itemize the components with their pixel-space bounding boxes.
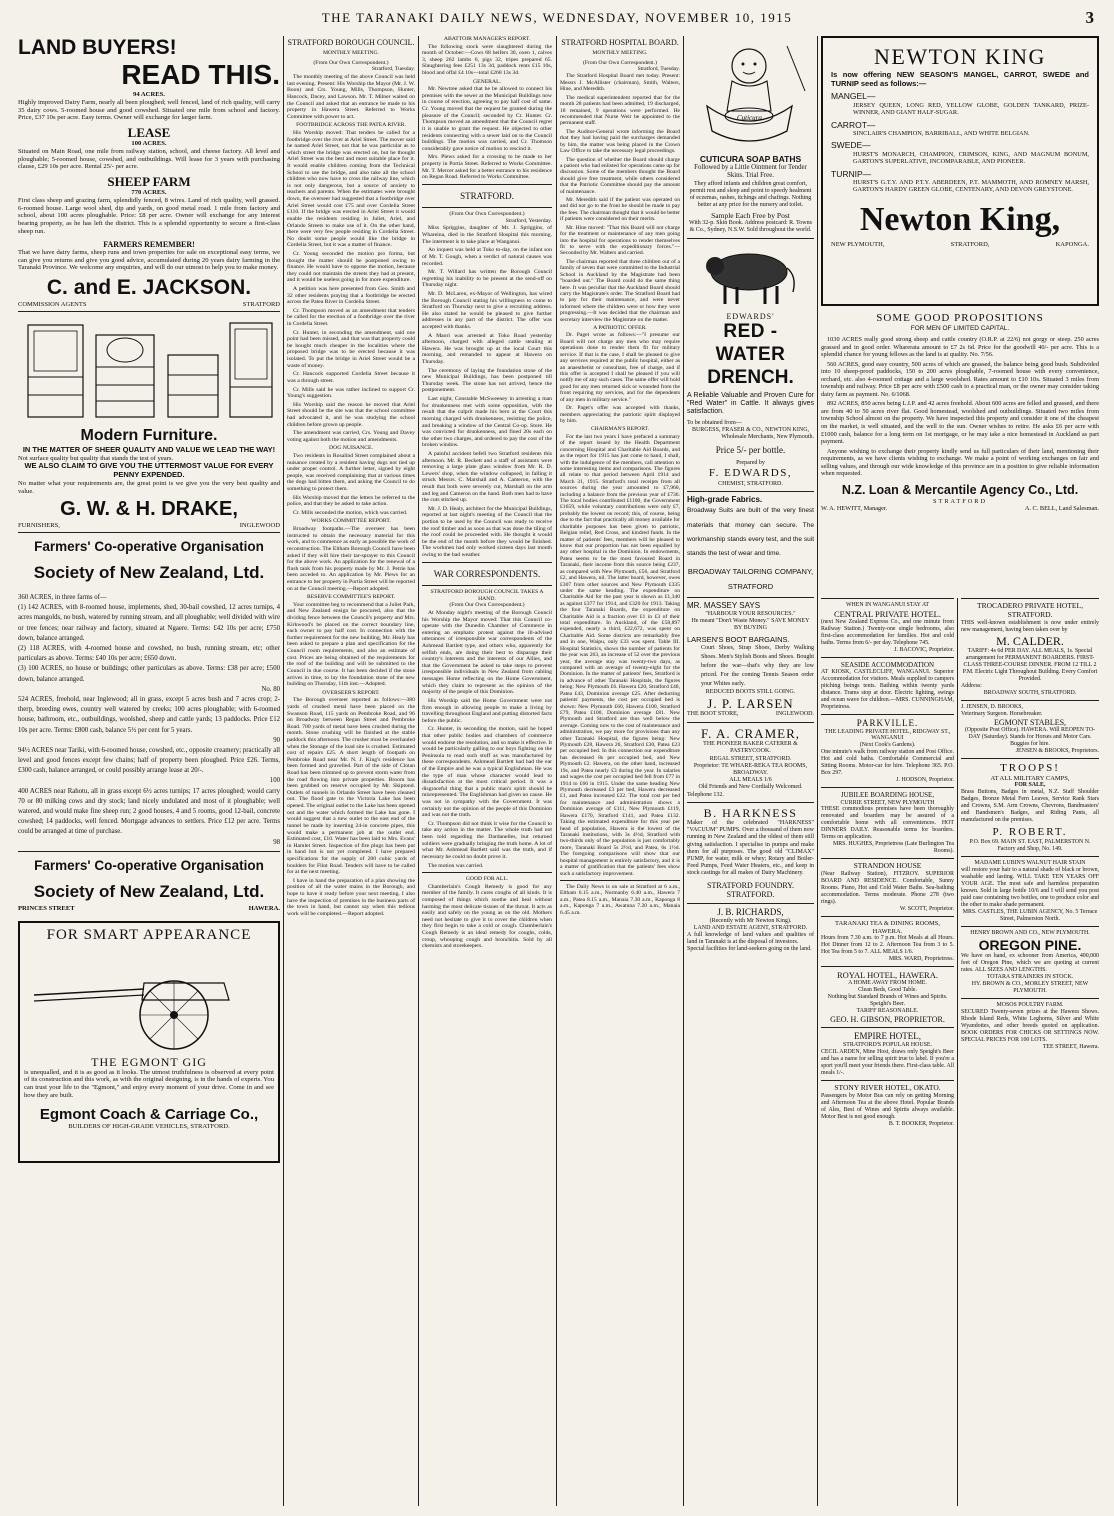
fco-heading-3: Farmers' Co-operative Organisation: [34, 857, 264, 873]
article-paragraph: Your committee beg to recommend that a Juliet Park, and New Zealand ensign be procured, also that the dividing fence between the Council's property and Mrs. Kirkwood's be placed on the correct boundary line, each owner to pay half cost. In connection with the further requirement for the new building, Mr. Healy has been asked to prepare a plan and specification for the Council room requirements, and also an estimate of cost. Prices are being obtained of the requirements for the roof of the building and will be submitted to the Council in due course. It has been decided if the stone arrives in time, to lay the foundation stone of the new building on Thursday, 11th inst.—Adopted.: [287, 601, 415, 688]
royal-text-1: A HOME AWAY FROM HOME.: [848, 980, 927, 987]
a400-text: 400 ACRES near Rahotu, all in grass except 6½ acres turnips; 17 acres ploughed; would carry 70 or 80 milking cows and dry stock; land nicely undulated and most of it ploughable; well watered, and would make fine sheep run; 2 good houses, 4 and 5 rooms, good 12-bail, concrete cowshed; 14 paddocks, well fenced. Mortgage advances to settlers. Price £12 per acre. Terms could be arranged at time of purchase.: [18, 787, 280, 836]
seaside-ad: [821, 661, 954, 711]
foundry-text: STRATFORD FOUNDRY. STRATFORD.: [707, 880, 794, 900]
egmont-coach-sub: BUILDERS OF HIGH-GRADE VEHICLES, STRATFORD.: [68, 1123, 230, 1131]
scott-text: W. SCOTT, Proprietor.: [899, 905, 954, 912]
red-water-heading: RED - WATER: [715, 321, 786, 366]
dateline: Stratford, Tuesday.: [637, 66, 680, 73]
farmers-remember-text: That we have dairy farms, sheep runs and town properties for sale on exceptional easy terms, we can give you returns and give you good advice, accumulated during 20 years dairy farming in the Taranaki Province. We welcome any enquiries, and will do our utmost to help you to make money.: [18, 248, 280, 272]
ward-text: MRS. WARD, Proprietress.: [888, 956, 954, 963]
article-paragraph: His Worship moved: That tenders be called for a footbridge over the river at Ariel Street. The mover said he named Ariel Street, not that he was particular as to which street the bridge was erected on, but he thought Ariel Street was the best and most suitable place for it. It would enable children coming from the Technical School to use the bridge, and also take all the school children who now have to cross the railway line, which is not only dangerous, but a source of anxiety to teachers and parents. When the estimates were brought down, the overseer had suggested that a footbridge over Ariel Street would cost £75 and over Cordelia Street £110. If the bridge was erected in Ariel Street it would enable the residents residing in Juliet, Ariel, and Orlando Streets to make use of it. On the other hand, there were very few people residing in Cordelia Street. No doubt some people would like the bridge in Cordelia Street, but it was a matter of finance.: [287, 129, 415, 249]
gig-heading: THE EGMONT GIG: [91, 1054, 207, 1069]
richards-text-3: A full knowledge of land values and qualities of land in Taranaki is at the disposal of investors.: [687, 931, 814, 946]
royal-text-3: Nothing but Standard Brands of Wines and Spirits.: [827, 994, 948, 1001]
cuticura-ad: [687, 36, 814, 235]
acres-94-text: Highly improved Dairy Farm, nearly all been ploughed; well fenced, land of rich quality, will carry 35 dairy cows. 5-roomed house and good cowshed. Situated one mile from school and factory. Price, £37 10s per acre. Easy terms. Owner will exchange for larger farm.: [18, 99, 280, 122]
empire-text-1: STRATFORD'S POPULAR HOUSE.: [843, 1042, 932, 1048]
article-paragraph: The ceremony of laying the foundation stone of the new Municipal Buildings, has been postponed till Thursday week. The stone has not arrived, hence the postponement.: [422, 367, 552, 394]
dateline: Stratford, Tuesday.: [371, 66, 415, 73]
obtain-text: To be obtained from—: [687, 419, 742, 426]
article-paragraph: Cr. Hunter, in seconding the amendment, said one point had been missed, and that was that property could be bought much cheaper in the localities where the proposed bridge was to be erected because it was isolated. To put the bridge in Ariel Street would be a waste of money.: [287, 329, 415, 369]
subheading: GENERAL.: [473, 78, 501, 85]
nz-loan-manager: W. A. HEWITT, Manager.: [821, 505, 888, 513]
lubin-heading: MADAME LUBIN'S WALNUT HAIR STAIN: [974, 860, 1086, 867]
hughes-text: MRS. HUGHES, Proprietress (Late Burlington Tea Rooms).: [832, 841, 954, 855]
robert-text: P.O. Box 69. MAIN ST. EAST, PALMERSTON N. Factory and Shop, No. 149.: [969, 839, 1091, 853]
harkness-name: B. HARKNESS: [703, 805, 798, 820]
hodson-text: J. HODSON, Proprietor.: [896, 777, 954, 784]
subheading: ABATTOIR MANAGER'S REPORT.: [443, 36, 531, 42]
parkville-ad: [821, 718, 954, 784]
article-paragraph: Cr. Young seconded the motion pro forma, but thought the matter should be postponed owing to finance. He would have to oppose the motion, because they could not maintain the streets they had at present, and it would be useless going in for more expenditure.: [287, 250, 415, 284]
svg-text:Cuticura: Cuticura: [737, 114, 762, 122]
article-paragraph: Mr. D. McLaren, ex-Mayor of Wellington, has wired the Borough Council stating his willingness to come to Stratford on Thursday next to give a recruiting address. He also stated he would be pleased to give further addresses in any part of the district. The offer was accepted with thanks.: [422, 290, 552, 330]
strandon-heading: STRANDON HOUSE: [853, 861, 922, 871]
troops-text-2: FOR SALE,: [1014, 782, 1046, 789]
turnip-heading: TURNIP—: [831, 168, 872, 179]
cramer-text-2: REGAL STREET, STRATFORD.: [709, 755, 792, 762]
page-number: 3: [1085, 8, 1094, 27]
masthead: [0, 8, 1114, 30]
egmont-stables-text: (Opposite Post Office). HAWERA. Will REOPEN TO-DAY (Saturday). Stands for Horses and Motor Cars. Buggies for hire.: [964, 726, 1096, 747]
trocadero-address-label: Address:: [961, 682, 982, 689]
robert-name: P. ROBERT.: [992, 826, 1068, 839]
trocadero-text: THIS well-known establishment is now under entirely new management, having been taken over by: [961, 619, 1099, 633]
newton-king-loc-1: NEW PLYMOUTH,: [831, 240, 885, 248]
poultry-heading: MOSOS POULTRY FARM.: [996, 1002, 1064, 1009]
newton-king-loc-2: STRATFORD,: [950, 240, 990, 248]
column-rule: [556, 36, 557, 1506]
broadway-ad: [687, 495, 814, 595]
richards-text-4: Special facilities for land-seekers going on the land.: [687, 946, 812, 953]
central-hotel-name: CENTRAL PRIVATE HOTEL.: [834, 608, 941, 619]
swede-text: HURST'S MONARCH, CHAMPION, CRIMSON, KING, AND MAGNUM BONUM, GARTON'S SUPERLATIVE, INCOMPARABLE, AND PIONEER.: [853, 150, 1089, 166]
troops-text-3: Brass Buttons, Badges in metal, N.Z. Staff Shoulder Badges, Bronze Metal Fern Leaves, Service Rank Stars and Crowns, S.M. Arm Crowns, Chevrons, Bandmasters' and Bandsmen's Badges, and Riding Pants, all manufactured on the premises.: [961, 789, 1099, 824]
article-paragraph: The Stratford Hospital Board met today. Present: Messrs J. McAllister (chairman), Smith, Walters, Hine, and Meredith.: [560, 73, 680, 93]
proposition-3: 892 ACRES, 850 acres being L.I.P. and 42 acres freehold. About 600 acres are felled and grassed, and there are from 40 to 50 acres river flat. Good homestead, woolshed and outbuildings. Situated two miles from township School almost on the property. We have inspected this property and consider it one of the cheapest on the market, is well situated, and the well to the sun. Owner wishes to retire. He asks £6 per acre with £1000 cash, balance for a long term on 1st mortgage, or he may take a nice homestead in Auckland as part payment.: [821, 400, 1099, 446]
column-6a: [821, 598, 954, 1506]
jubilee-text-1: CURRIE STREET, NEW PLYMOUTH: [840, 799, 935, 806]
column-rule: [957, 598, 958, 1506]
proposition-4: Anyone wishing to exchange their property kindly send us full particulars of their land, mentioning their requirements, as we have clients wishing to exchange. We make a point of working exchanges on fair and selling values, and through our wide knowledge of this province are in a position to give reliable information when requested.: [821, 447, 1099, 478]
article-paragraph: The medical superintendent reported that for the month 28 patients had been admitted, 19 discharged, 18 remained, 9 operations were performed. He recommended that Nurse Weir be appointed to the permanent staff.: [560, 94, 680, 127]
jensen-titles: Veterinary Surgeon. Horsebreaker.: [961, 710, 1043, 717]
article-paragraph: Cr. Thompson did not think it wise for the Council to take any action in the matter. The whole truth had not been told regarding the Dardanelles, but returned soldiers were gradually bringing the truth home. A lot of what Mr. Ashmead Bartlett said was the truth, and if necessary he could no doubt prove it.: [422, 820, 552, 860]
article-paragraph: Mr. Hine moved: "That this Board will not charge for the treatment or maintenance of any men going into the hospital for operations to render themselves fit to serve with the expeditionary forces."—Seconded by Mr. Walters and carried.: [560, 224, 680, 257]
stony-river-ad: [821, 1084, 954, 1128]
cuticura-address: With 32-p. Skin Book. Address postcard: R. Towns & Co., Sydney, N.S.W. Sold throughout the world.: [689, 220, 812, 234]
drench-price: Price 5/- per bottle.: [715, 445, 786, 456]
article-paragraph: The monthly meeting of the above Council was held last evening. Present: His Worship the Mayor (Mr. J. W. Boon) and Crs. Young, Mills, Thompson, Hunter, Hancock, Dacey, and Lawson. Mr. T. Milner waited on the Council and asked that an entrance be made to his property in Hawera Street. Referred to Works Committee with power to act.: [287, 74, 415, 120]
chemist-text: CHEMIST, STRATFORD.: [718, 480, 783, 487]
correspondent: (From Our Own Correspondent.): [449, 211, 525, 218]
gig-illustration: [24, 945, 274, 1055]
a360-item-2: (2) 118 ACRES, with 4-roomed house and cowshed, no bush, running stream, etc; other particulars as above. Terms: £40 10s per acre; £650 down.: [18, 645, 280, 663]
cuticura-sub: Followed by a Little Ointment for Tender Skins. Trial Free.: [694, 164, 807, 180]
cramer-text-3: Proprietor: TE WHARE-REKA TEA ROOMS, BROADWAY.: [693, 762, 808, 776]
column-1: [18, 36, 280, 1506]
article-paragraph: Broadway footpaths.—The overseer has been instructed to obtain the necessary material for this work, and to commence as early as possible the work of reconstruction. The Eltham Borough Council have been asked if they will hire their tar-sprayer to this Council for the above work. An application for the renewal of a flush tank from his property made by Mr. J. Petrie has been acceded to. An application by Mr. Plews for an entrance to her property in Portia Street will be reported on at the Council meeting.—Report adopted.: [287, 526, 415, 592]
subheading: DOG NUISANCE.: [329, 445, 373, 452]
a360-item-1: (1) 142 ACRES, with 8-roomed house, implements, shed, 30-bail cowshed, 12 acres turnips, 4 acres mangolds, no bush, watered by running stream, and all ploughable; well divided with wire or tree fences; near railway and factory, situated at Ngaere. Terms: £42 10s per acre; £750 down, balance arranged.: [18, 604, 280, 642]
a400-number: 98: [273, 838, 280, 846]
mangel-heading: MANGEL—: [831, 91, 876, 102]
cuticura-text: They afford infants and children great comfort, permit rest and sleep and point to speedy healment of eczemas, rashes, itchings and chafings. Nothing better at any price for the nursery and toilet.: [689, 180, 812, 209]
a94-text: 94½ ACRES near Tariki, with 6-roomed house, cowshed, etc., opposite creamery; practically all level and good fences except few chains; half of property been ploughed. Price £26. Terms, £300 cash, balance arranged, or could possibly arrange lease at 20/-.: [18, 746, 280, 775]
subheading: GOOD FOR ALL.: [465, 876, 509, 883]
article-paragraph: Mrs. Plews asked for a crossing to be made to her property in Portia Street. Referred to Works Committee. Mr. T. Mercer asked for a better entrance to his residence on Regan Road. Referred to Works Committee.: [422, 154, 552, 181]
nz-loan-location: STRATFORD: [932, 497, 988, 505]
column-rule: [683, 36, 684, 1506]
propositions-heading: SOME GOOD PROPOSITIONS: [876, 312, 1044, 324]
f-edwards-name: F. EDWARDS,: [708, 467, 793, 480]
edwards-label: EDWARDS': [726, 311, 775, 321]
propositions-sub: FOR MEN OF LIMITED CAPITAL.: [910, 325, 1010, 333]
article-paragraph: His Worship said the reason he moved that Ariel Street should be the site was that the school committee had advocated it, and he was studying the school children before grown up people.: [287, 401, 415, 428]
fco-address-right: HAWERA.: [248, 905, 280, 913]
poultry-text: SECURED Twenty-seven prizes at the Hawera Shows. Rhode Island Reds, White Leghorns, Silver and White Wyandottes, and other breeds quoted on application. BOOK ORDERS FOR CHICKS OR SETTINGS NOW. SPECIAL PRICES FOR 100 LOTS.: [961, 1009, 1099, 1044]
correspondent: (From Our Own Correspondent.): [449, 602, 525, 609]
calder-name: M. CALDER.: [996, 633, 1064, 648]
richards-ad: [687, 907, 814, 954]
seaside-heading: SEASIDE ACCOMMODATION: [840, 660, 935, 669]
cramer-text-4: ALL MEALS 1/6: [729, 777, 772, 784]
article-paragraph: Cr. Hancock supported Cordelia Street because it was a through street.: [287, 371, 415, 384]
jubilee-text-2: THESE commodious premises have been thoroughly renovated and boarders may be assured of a comfortable home with all conveniences. HOT DINNERS DAILY. Reasonable terms for boarders. Terms on application.: [821, 806, 954, 841]
jackson-sub-right: STRATFORD: [242, 300, 280, 308]
modern-text-1: IN THE MATTER OF SHEER QUALITY AND VALUE WE LEAD THE WAY!: [22, 444, 276, 454]
cuticura-heading: CUTICURA SOAP BATHS: [699, 154, 802, 164]
royal-text-2: Clean Beds, Good Table.: [858, 987, 917, 994]
article-paragraph: Last night, Constable McSweeney in arresting a man for drunkenness met with some opposition, with the result that the culprit made his hero at the Court this morning charged with drunkenness, resisting the police, and breaking a window of the Central Co-op. Store. He was convicted for drunkenness, and fined 20s each on the other two charges, and ordered to pay the cost of the broken window.: [422, 396, 552, 449]
article-paragraph: The Auditor-General wrote informing the Board that they had having paid the surcharges demanded by him, the matter was being placed in the Crown Law Office to take the necessary legal proceedings.: [560, 128, 680, 155]
newton-king-heading: NEWTON KING: [874, 44, 1046, 69]
subheading: FOOTBRIDGE ACROSS THE PATEA RIVER.: [296, 122, 406, 129]
article-paragraph: A painful accident befell two Stratford residents this afternoon. Mr. R. Beckett and a staff of assistants were removing a large plate glass window from Mr. R. D. Lewers' shop, when the window collapsed, in falling it struck Messrs. C. Marshall and A. Cameron, with the result that both were severely cut, Marshall on the arm and leg and Cameron on the hand. Both men had to have the cuts stitched up.: [422, 450, 552, 504]
article-paragraph: Cr. Hunter, in seconding the motion, said he hoped that other public bodies and chambers of commerce would endorse the resolution, and so make it effective. It would be particularly galling to our boys fighting on the Peninsula to read such stuff as was manufactured by these correspondents. Ashmead Bartlett had had the ear of the Empire and he was a typical Englishman. He was the type of man whose character would lead to dissatisfaction at the most critical period. It was a disgraceful thing that a public man's spirit should be misrepresented. The Englishman had given no cause. He was not in sympathy with the Government. It was certainly not the opinion of the people of this Dominion and was not the truth.: [422, 726, 552, 819]
parkville-heading: PARKVILLE.: [856, 717, 919, 728]
richards-text-2: LAND AND ESTATE AGENT, STRATFORD.: [693, 924, 808, 931]
nz-loan-heading: N.Z. Loan & Mercantile Agency Co., Ltd.: [841, 482, 1079, 497]
newton-king-ad: [821, 36, 1099, 306]
war-correspondents-heading: WAR CORRESPONDENTS.: [433, 568, 541, 579]
jp-larsen-name: J. P. LARSEN: [707, 695, 794, 711]
empire-text-2: CECIL ARDEN, Mine Host, draws only Speight's Beer and has a name for selling spirit true to label. If you're a sport you'll meet your friends there. First-class table. All meals 1/-.: [821, 1048, 954, 1076]
article-paragraph: A petition was here presented from Geo. Smith and 32 other residents praying that a footbridge be erected across the Patea River in Cordelia Street.: [287, 285, 415, 306]
trocadero-ad: [961, 602, 1099, 697]
cuticura-free: Sample Each Free by Post: [711, 211, 790, 221]
egmont-stables-ad: [961, 704, 1099, 755]
gig-text: is unequalled, and it is as good as it looks. The utmost truthfulness is observed at every point of its construction and this work, as with the original designing, is in the hands of experts. You can trust your life to the "Egmont," and enjoy every moment of your drive. Come in and see how they are built.: [24, 1068, 274, 1099]
article-paragraph: Miss Spriggins, daughter of Mr. J. Spriggins, of Whareina, died in the Stratford Hospital this morning. The interment is to take place at Wanganui.: [422, 225, 552, 245]
central-hotel-ad: [821, 602, 954, 654]
central-hotel-text: (next New Zealand Express Co., and one minute from Railway Station.) Twenty-one single bedrooms, also first-class accommodation for families. Hot and cold baths. Terms from 6/- per day. Telephone 745.: [821, 618, 954, 646]
article-paragraph: Cr. Mills seconded the motion, which was carried.: [293, 509, 408, 516]
column-rule: [283, 36, 284, 1506]
furniture-ad: [18, 315, 280, 529]
egmont-stables-heading: EGMONT STABLES,: [993, 717, 1067, 727]
sheep-farm-heading: SHEEP FARM: [107, 174, 191, 190]
article-paragraph: Dr. Paget wrote as follows:—"I presume our Board will not charge any men who may require operations done to render them fit for military service. If that is the case, I shall be pleased to give any services required at the public hospital, either as an anaesthetist or consultant, free of charge, and if this offer is accepted I shall be pleased if you will notify me of any such cases. The same offer will hold good for any men returned sick or wounded from the front requiring my services, and for the dependents of any men in military service.": [560, 332, 680, 403]
column-3: [422, 36, 552, 1506]
harkness-ad: [687, 806, 814, 900]
article-paragraph: Mr. Meredith said if the patient was operated on and did not go to the front he should be made to pay the fees. The chairman thought that it would be better if patients were considered on their merits.: [560, 197, 680, 223]
totara-text: TOTARA STRAINERS IN STOCK.: [986, 974, 1074, 981]
fco-heading-4: Society of New Zealand, Ltd.: [33, 881, 265, 901]
parkville-text-3: One minute's walk from railway station and Post Office. Hot and cold baths. Comfortable Commercial and Sitting Rooms. Motor-car for hire. Telephone 365. P.O. Box 297.: [821, 749, 954, 777]
jensen-names: J. JENSEN, D. BROOKS,: [961, 703, 1024, 710]
hospital-board-heading: STRATFORD HOSPITAL BOARD.: [561, 38, 679, 47]
correspondent: (From Our Own Correspondent.): [583, 59, 657, 66]
sheep-farm-text: First class sheep and grazing farm, splendidly fenced, 8 wires. Land of rich quality, well grassed. 6-roomed house. Large wool shed, dip and yards, on good metal road. 1 mile from factory and school, about 100 acres ploughable. Price: £8 per acre. Owner will exchange for any interest bearing property, as he has left the district. This is a splendid opportunity to secure a first-class sheep run.: [18, 197, 280, 235]
massey-heading: MR. MASSEY SAYS: [687, 601, 761, 611]
land-buyers-ad: [18, 36, 280, 308]
larsen-ad: [687, 601, 814, 718]
tea-rooms-text: Hours from 7.30 a.m. to 7 p.m. Hot Meals at all Hours. Hot Dinner from 12 to 2. Afternoon Tea from 3 to 5. Hot Tea from 5 to 7. ALL MEALS 1/6.: [821, 935, 954, 956]
article-paragraph: Two residents in Rosalind Street complained about a nuisance created by a resident having dogs not tied up under proper control. A further letter, signed by eight people, was received complaining that at various times the dogs had bitten them, and asking the Council to do something to protect them.: [287, 453, 415, 493]
subheading: CHAIRMAN'S REPORT.: [590, 426, 650, 433]
article-paragraph: The question of whether the Board should charge a patient who had enlisted for operations came up for discussion. Some of the members thought the Board should give free treatment, while others considered that the Patriotic Committee should pay the amount of maintenance.: [560, 156, 680, 195]
lease-text: Situated on Main Road, one mile from railway station, school, and cheese factory. All level and ploughable; 5-roomed house, cowshed, and outbuildings. Will lease for 3 years with purchasing clause, £29 10s per acre. Rental 25/- per acre.: [18, 148, 280, 171]
modern-text-3: WE ALSO CLAIM TO GIVE YOU THE UTTERMOST VALUE FOR EVERY PENNY EXPENDED.: [24, 461, 274, 480]
henry-brown-heading: HENRY BROWN AND CO., NEW PLYMOUTH.: [970, 929, 1090, 936]
reduced-boots: REDUCED BOOTS STILL GOING.: [705, 688, 796, 695]
lubin-text: will restore your hair to a natural shade of black or brown, washable and lasting. WILL TAKE TEN YEARS OFF YOUR AGE. The most safe and harmless preparation known. Sold in large bottle 10/6 and I will send you post paid case containing two bottles, one to produce color and the other to make shade permanent.: [961, 867, 1099, 908]
wholesale-text: Wholesale Merchants, New Plymouth.: [721, 434, 814, 441]
nz-loan-salesman: A. C. BELL, Land Salesman.: [1024, 505, 1099, 513]
subheading: STRATFORD BOROUGH COUNCIL TAKES A HAND.: [430, 589, 544, 602]
oregon-text: We have on hand, ex schooner from America, 400,000 feet of Oregon Pine, which we are quoting at current rates. ALL SIZES AND LENGTHS.: [961, 953, 1099, 974]
newton-king-loc-3: KAPONGA.: [1055, 240, 1089, 248]
column-rule: [817, 36, 818, 1506]
jp-larsen-left: THE BOOT STORE,: [687, 711, 739, 718]
article-paragraph: The motion was carried.: [428, 862, 484, 869]
tea-rooms-ad: [821, 920, 954, 963]
column-rule: [418, 36, 419, 1506]
tea-rooms-heading: TARANAKI TEA & DINING ROOMS, HAWERA.: [835, 919, 940, 935]
cow-illustration: [687, 242, 814, 312]
column-4: [560, 36, 680, 1506]
article-paragraph: Mr. T. Willard has written the Borough Council regretting his inability to be present at the send-off on Thursday night.: [422, 269, 552, 289]
article-paragraph: Chamberlain's Cough Remedy is good for any member of the family. It cures coughs of all kinds. It is composed of things which soothe and heal without harming the most delicate tissues of the throat. It acts as easily and safely on the young as on the old. Mothers need not hesitate to give it to cover the children when they first begin to take a cold or cough. Chamberlain's Cough Remedy is an ideal remedy for coughs, colds, croup, whooping cough and bronchitis. Sold by all chemists and storekeepers.: [422, 883, 552, 950]
subheading: WORKS COMMITTEE REPORT.: [311, 518, 391, 525]
troops-ad: [961, 762, 1099, 853]
modern-text-2: Not surface quality but quality that stands the test of years.: [18, 454, 174, 462]
article-paragraph: The following stock were slaughtered during the month of October:—Cows 68 heifers 30, oxen 1, calves 3, sheep 262 lambs 6, pigs 32, tripes prepared 65. Slaughtering fees £251 13s 3d, paddock rents £15 10s, blood and offal £4 10s—total £268 13s 3d.: [422, 43, 552, 77]
strandon-text: (Near Railway Station), FITZROY. SUPERIOR BOARD AND RESIDENCE. Comfortable, Sunny Rooms. Piano, Hot and Cold Water Baths. Sea-bathing accommodation. Terms moderate. Phone 278 (two rings).: [821, 871, 954, 905]
fco-ad: [18, 539, 280, 847]
cramer-text-5: Old Friends and New Cordially Welcomed.: [698, 784, 803, 791]
column-6b: [961, 598, 1099, 1506]
newton-king-big: Newton King,: [859, 200, 1061, 238]
trocadero-heading: TROCADERO PRIVATE HOTEL, STRATFORD.: [977, 601, 1083, 619]
hy-brown-text: HY. BROWN & CO., MORLEY STREET, NEW PLYMOUTH.: [971, 981, 1089, 995]
bacovic-text: J. BACOVIC, Proprietor.: [894, 646, 954, 653]
lubin-ad: [961, 860, 1099, 923]
article-paragraph: His Worship moved that the letters be referred to the police, and that they be asked to take action.: [287, 494, 415, 508]
drake-left: FURNISHERS,: [18, 521, 60, 529]
council-heading: STRATFORD BOROUGH COUNCIL.: [287, 38, 415, 47]
article-paragraph: A Maori was arrested at Toko Road yesterday afternoon, charged with alleged cattle stealing at Hawera. He was brought up at the local Court this morning, and remanded to appear at Hawera on Thursday.: [422, 332, 552, 366]
baby-bath-illustration: [687, 36, 814, 154]
fabrics-heading: High-grade Fabrics.: [687, 494, 763, 504]
a524-text: 524 ACRES, freehold, near Inglewood; all in grass, except 5 acres bush and 7 acres crop; 2-therp, breeding ewes, country well watered by creeks; 100 acres ploughable; with 6-roomed house, bathroom, etc., outbuildings, woolshed, sheep and cattle yards; 13 paddocks. Price £12 10s per acre. Terms: £800 cash, balance 5½ per cent for 5 years.: [18, 695, 280, 734]
article-paragraph: Dr. Paget's offer was accepted with thanks, members appreciating the patriotic spirit displayed by him.: [560, 405, 680, 424]
furniture-illustration: [18, 315, 280, 427]
proposition-2: 560 ACRES, good easy country, 500 acres of which are grassed, the balance being good bush. Subdivided into 10 sheep-proof paddocks, 150 to 200 acres ploughable, 7-roomed house with every convenience, orchard, etc. also 4-roomed cottage and a large woolshed. Rates amount to £10 10s. Situated 3 miles from township and railway. Price £8 per acre with £500 cash to a practical man, or the owner may consider taking dairy farm as payment. No. 6/1068.: [821, 360, 1099, 398]
massey-text: He meant "Don't Waste Money." SAVE MONEY BY BUYING: [691, 618, 810, 632]
a360-item-3: (3) 100 ACRES, no house or buildings; other particulars as above. Terms: £38 per acre; £500 down, balance arranged.: [18, 665, 280, 683]
article-paragraph: I have in hand the preparation of a plan showing the position of all the water mains in the Borough, and hope to have it ready before your next meeting. I also have the inspection of premises in the business parts of the town in hand, but cannot say when this tedious work will be completed.—Report adopted.: [287, 877, 415, 917]
broadway-tailoring: BROADWAY TAILORING COMPANY, STRATFORD: [687, 567, 814, 592]
jp-larsen-right: INGLEWOOD.: [775, 711, 814, 718]
a94-number: 100: [269, 777, 280, 785]
harkness-text: Maker of the celebrated "HARKNESS" "VACUUM" PUMPS. Over a thousand of them now running in New Zealand and the oldest of them still giving satisfaction. I specialise in pumps and make them for all purposes. The good old "CLIMAX" PUMP, for water, milk or whey; Rotary and Boiler-Feed Pumps, Feed Water Heaters, etc., and keep in stock castings for all makes of Dairy Machinery.: [687, 820, 814, 877]
subheading: RESERVE COMMITTEE'S REPORT.: [306, 594, 396, 601]
trocadero-text-2: TARIFF: 4s 6d PER DAY. ALL MEALS, 1s. Special arrangement for PERMANENT BOARDERS. FIRST-CLASS THREE-COURSE DINNER. FROM 12 TILL 2 P.M. Electric Light Throughout Building. Every Comfort Provided.: [962, 647, 1098, 682]
poultry-ad: [961, 1002, 1099, 1051]
propositions-ad: [821, 312, 1099, 513]
a524-number: 90: [273, 736, 280, 744]
larsen-text: Court Shoes, Strap Shoes, Derby Walking Shoes. Men's Stylish Boots and Shoes. Bought before the war—that's why they are low priced. For the coming Tennis Season order your Whites early.: [701, 644, 814, 687]
lease-heading: LEASE: [127, 125, 171, 141]
richards-text-1: (Recently with Mr Newton King).: [709, 917, 792, 924]
seaside-text: AT KIOSK, CASTLECLIFF, WANGANUI. Superior Accommodation for visitors. Meals supplied to campers pitching beings tents. Bathing within twenty yards distance. Trams stop at door. Electric lighting, swings and ocean wave for children.—MRS. CUNNINGHAM, Proprietress.: [821, 669, 954, 710]
jackson-name: C. and E. JACKSON.: [46, 276, 252, 300]
fco-heading-1: Farmers' Co-operative Organisation: [34, 539, 264, 555]
jackson-sub-left: COMMISSION AGENTS: [18, 300, 87, 308]
carrot-heading: CARROT—: [831, 119, 876, 130]
red-water-ad: [687, 242, 814, 488]
booker-text: B. T. BOOKER, Proprietor.: [888, 1120, 954, 1127]
castles-text: MRS. CASTLES, THE LUBIN AGENCY, No. 5 Terrace Street, Palmerston North.: [962, 908, 1098, 922]
parkville-text-1: THE LEADING PRIVATE HOTEL, RIDGWAY ST., WANGANUI: [824, 728, 951, 742]
cramer-name: F. A. CRAMER,: [700, 725, 800, 741]
article-paragraph: The chairman reported that three children out of a family of seven that were committed to the Industrial School in Auckland by the Magistrate had been "boarded out." The Board could do the same thing here. It was peculiar that the Auckland Board should carry the Magistrate's order. The Stratford Board had to pay for their maintenance, and were never informed where the children were or how they were progressing.—It was decided that the chairman and secretary interview the Magistrate on the matter.: [560, 258, 680, 323]
proposition-1: 1030 ACRES really good strong sheep and cattle country (O.R.P. at 22/6) not gorgy or steep. 250 acres grassed and in good order. Wharerata amount to £7 2s 6d. Price for the goodwill 40/- per acre. This is a splendid chance for young fellows as the land is at quality. No. 7/56.: [821, 335, 1099, 359]
article-paragraph: Mr. J. D. Healy, architect for the Municipal Buildings, reported at last night's meeting of the Council that the portion to be used by the Council was ready to receive the roof timber and as soon as that was done the tiling of the roof could be proceeded with. He thought it would be the end of the month before they would be finished. The workmen had only worked sixteen days last month owing to the bad weather.: [422, 505, 552, 559]
article-paragraph: At Monday night's meeting of the Borough Council his Worship the Mayor moved: That this Council co-operate with the Dunedin Chamber of Commerce in entering an emphatic protest against the ill-advised utterances of irresponsible war correspondents of the Ashmead Bartlett type, and others who, apparently for selfish ends, are doing their best to disparage their country's interests and the interests of our Allies, and that the Government be asked to take steps to prevent irresponsible individuals in New Zealand from cabling messages Home reflecting on the Home Government, which they claim to represent as the opinion of the majority of the people of this Dominion.: [422, 609, 552, 696]
drench-text: A Reliable Valuable and Proven Cure for "Red Water" in Cattle. It always gives satisfaction.: [687, 391, 814, 416]
article-paragraph: Mr. Newtree asked that he be allowed to connect his premises with the sewer at the Municipal Buildings now in course of erection, agreeing to pay half cost of same. Cr. Young moved that the request be granted during the pleasure of the Council; seconded by Cr. Hunter. Cr. Thompson moved an amendment that the Council regret it is unable to grant the request. He objected to other residents connecting with a sewer laid on to the Council buildings. The motion was carried, and Cr. Thomson considerably gave notice of motion to rescind it.: [422, 86, 552, 152]
monthly-meeting-heading: MONTHLY MEETING.: [322, 50, 380, 57]
subheading: A PATRIOTIC OFFER.: [593, 325, 647, 332]
stratford-heading: STRATFORD.: [460, 190, 514, 201]
cramer-ad: [687, 726, 814, 799]
a360-text: 360 ACRES, in three farms of—: [18, 594, 107, 602]
royal-text-4: Speight's Beer.: [869, 1001, 906, 1008]
acres-94-heading: 94 ACRES.: [133, 91, 165, 99]
drake-name: G. W. & H. DRAKE,: [60, 498, 238, 521]
article-paragraph: The amendment was carried, Crs. Young and Davey voting against both the motion and amendments.: [287, 430, 415, 443]
cramer-text-1: THE PIONEER BAKER CATERER & PASTRYCOOK.: [703, 741, 798, 755]
drake-right: INGLEWOOD: [239, 521, 280, 529]
poultry-end: TEE STREET, Hawera.: [1042, 1043, 1099, 1050]
modern-text-4: No matter what your requirements are, the great point is we give you the very best quality and value.: [18, 479, 280, 495]
jensen-brooks: JENSEN & BROOKS, Proprietors.: [1015, 747, 1099, 754]
smart-appearance-heading: FOR SMART APPEARANCE: [46, 927, 252, 944]
burgess-text: BURGESS, FRASER & CO., NEWTON KING,: [691, 426, 810, 433]
prepared-by: Prepared by: [736, 460, 765, 467]
subheading: OVERSEER'S REPORT.: [322, 689, 380, 696]
article-paragraph: For the last two years I have prefaced a summary of the report issued by the Health Department concerning Hospital and Charitable Aid Boards, and as the report for 1915 has just come to hand, I shall, with the indulgence of the members, call attention to some interesting items and comparisons. The figures all relate to that period between April 1914 and March 31, 1915. Stratford's total receipts from all sources during the year amounted to £7,960, including a balance from the previous year of £736. The local bodies contributed £1100, the Government £1659, while voluntary contributions were only £7, probably the lowest on record; this, of course, being due to the fact that practically all money available for charitable purposes has been given to patriotic, Belgian relief, Red Cross, and kindred funds. In the matter of patients' fees, members will be pleased to know that our proportion has not been equalled by any other hospital in the Dominion. In endowments, Patea seems to be the most favoured Board in Taranaki, their income from this source being £237, as compared with New Plymouth, £56, and Stratford £2, and Hawera, nil. The latter board, however, owes £307 from other sources and New Plymouth £335 under the same heading. The expenditure on Charitable Aid for the past year is shown as £1,340 as against £377 for 1914, and £320 for 1913. Taking the four Taranaki Boards, the expenditure on Charitable Aid is a fraction over £1 in £3 of their total expenditure. In Auckland, of the £58,897 expended, nearly a third, £22,672, was spent on Charitable Aid. Some districts are remarkably free and in one, Waipu, only £33 was spent. Table III. Hospital Statistics, shows the number of patients for the year was 263, an increase of 52 over the previous year, the average stay was twenty-two days, as compared with an average of twenty-eight for the Dominion. In the matter of patients' fees, Stratford is in advance of other Taranaki Hospitals, the figures being: New Plymouth £6. Hawera £20, Stratford £48, Patea £43, Dominion average £25. After deducting patients' payments, the cost per occupied bed is shown: New Plymouth £60, Hawera £100, Stratford £79, Patea £100, Dominion average £81. New Plymouth and Stratford are thus well below the average. Coming now to the cost of maintenance and administration, we pay more for provisions than any other Taranaki Hospital, the figures being: New Plymouth £28, Hawera 26, Stratford £30, Patea £23 per occupied bed. In this connection our expenditure has decreased 8s per occupied bed, and New Plymouth £2. Hawera, on the other hand, increased 19s, and Patea nearly £3 during the year. In salaries and wages the cost per occupied bed fell from £77 in 1914 to £66 in 1915. Under the same heading New Plymouth decreased £3 per bed, Hawera decreased £1, and Patea increased £22. The total cost per bed for maintenance and administration shows a Dominion average of £111, New Plymouth £119, Hawera £170, Stratford £141, and Patea £132. Taking the estimated expenditure for this year per head of population, Hawera is the lowest of the Taranaki institutions, with 3s 4½d, Stratford with two-thirds only of the population is just comfortably more, Taranaki Board 5s 2½d, and Patea, 6s 1½d. The foregoing comparisons will show that our hospital management is entirely satisfactory, and it is a matter of gratification that the patients' fees show such a satisfactory improvement.: [560, 433, 680, 877]
strandon-ad: [821, 862, 954, 913]
trocadero-address: BROADWAY SOUTH, STRATFORD.: [983, 689, 1077, 696]
jubilee-ad: [821, 791, 954, 855]
monthly-meeting-heading: MONTHLY MEETING.: [592, 50, 648, 57]
modern-furniture-heading: Modern Furniture.: [80, 427, 218, 445]
acres-100-heading: 100 ACRES.: [131, 140, 167, 148]
swede-heading: SWEDE—: [831, 140, 871, 151]
article-paragraph: An inquest was held at Toko to-day, on the infant son of Mr. T. Gough, when a verdict of natural causes was recorded.: [422, 247, 552, 267]
newspaper-title: THE TARANAKI DAILY NEWS, WEDNESDAY, NOVEMBER 10, 1915: [321, 10, 793, 25]
dateline: Stratford, Yesterday.: [505, 217, 552, 224]
column-5: [687, 36, 814, 1506]
read-this-heading: READ THIS.: [121, 58, 280, 90]
royal-hotel-heading: ROYAL HOTEL, HAWERA.: [837, 970, 938, 981]
fco-address-left: PRINCES STREET: [18, 905, 75, 913]
royal-text-5: TARIFF REASONABLE.: [856, 1007, 919, 1014]
jubilee-heading: JUBILEE BOARDING HOUSE,: [840, 791, 935, 800]
royal-hotel-ad: [821, 970, 954, 1024]
parkville-text-2: (Next Cook's Gardens).: [859, 742, 916, 749]
correspondent: (From Our Own Correspondent.): [313, 59, 389, 66]
stony-river-text: Passengers by Motor Bus can rely on getting Morning and Afternoon Tea at the above Hotel. Popular Brands of Ales, Best of Wines and Spirits always available. Motor Best is not good enough.: [821, 1092, 954, 1120]
larsen-heading: LARSEN'S BOOT BARGAINS.: [687, 634, 790, 644]
cramer-text-6: Telephone 132.: [687, 791, 724, 798]
turnip-text: HURST'S G.T.Y. AND P.T.Y. ABERDEEN, P.T. MAMMOTH, AND ROMNEY MARSH, GARTON'S HARDY GREEN GLOBE, CENTENARY, AND DEVON GREYSTONE.: [853, 178, 1089, 194]
article-paragraph: Cr. Mills said he was rather inclined to support Cr. Young's suggestion.: [287, 386, 415, 400]
article-paragraph: His Worship said the Home Government were not firm enough in allowing people to make a living by travelling throughout England and putting distorted facts before the public.: [422, 697, 552, 724]
column-6-top: [821, 36, 1099, 596]
fco-ad-2: [18, 858, 280, 913]
drench-heading: DRENCH.: [707, 366, 794, 388]
wanganui-label: WHEN IN WANGANUI STAY AT: [845, 602, 930, 608]
article-paragraph: Cr. Thompson moved as an amendment that tenders be called for the erection of a footbridge over the river in Cordelia Street.: [287, 307, 415, 328]
article-paragraph: The Daily News is on sale at Stratford at 6 a.m., Eltham 6.15 a.m., Normanby 6.40 a.m., Hawera 7 a.m., Patea 8.15 a.m., Manaia 7.30 a.m., Kaponga 8 a.m., Kaponga 7 a.m., Awatuna 7.20 a.m., Manaia 6.45 a.m.: [560, 883, 680, 916]
fabrics-text: Broadway Suits are built of the very finest materials that money can secure. The workmanship stands every test, and the suit stands the test of wear and time.: [687, 507, 814, 558]
troops-heading: TROOPS!: [1000, 761, 1060, 774]
empire-hotel-ad: [821, 1031, 954, 1076]
stony-river-heading: STONY RIVER HOTEL, OKATO.: [834, 1082, 941, 1092]
oregon-ad: [961, 930, 1099, 995]
land-buyers-heading: LAND BUYERS!: [18, 36, 177, 59]
richards-name: J. B. RICHARDS,: [717, 906, 784, 917]
farmers-remember-heading: FARMERS REMEMBER!: [103, 239, 195, 249]
column-2: [287, 36, 415, 1506]
massey-quote: "HARBOUR YOUR RESOURCES.": [705, 611, 796, 618]
acres-770-heading: 770 ACRES.: [131, 189, 167, 197]
gibson-text: GEO. H. GIBSON, PROPRIETOR.: [830, 1014, 945, 1024]
fco-heading-2: Society of New Zealand, Ltd.: [33, 563, 265, 583]
oregon-heading: OREGON PINE.: [978, 936, 1082, 953]
a360-number: No. 80: [261, 685, 280, 693]
egmont-coach-name: Egmont Coach & Carriage Co.,: [39, 1105, 259, 1123]
egmont-gig-ad: [18, 921, 280, 1163]
carrot-text: SINCLAIR'S CHAMPION, BARRIBALL, AND WHITE BELGIAN.: [853, 129, 1030, 137]
troops-text-1: AT ALL MILITARY CAMPS,: [990, 774, 1070, 782]
mangel-text: JERSEY QUEEN, LONG RED, YELLOW GLOBE, GOLDEN TANKARD, PRIZE-WINNER, AND GIANT HALF-SUGAR.: [853, 101, 1089, 117]
empire-heading: EMPIRE HOTEL,: [854, 1031, 921, 1042]
newton-king-intro: Is now offering NEW SEASON'S MANGEL, CARROT, SWEDE and TURNIP seed as follows:—: [831, 70, 1089, 89]
article-paragraph: The Borough overseer reported as follows:—380 yards of crushed metal have been placed on the Swanson Road, 115 yards on Pembroke Road, and 96 on Broadway between Regan Street and Pembroke Road. 700 yards of metal have been crushed during the month. Stone crushing will be finished at the stable paddock this afternoon. The crusher must be overhauled when the Stonage of the load site is crushed. Estimated cost of repairs £25. A short length of footpath on Pembroke Road near Mr. N. J. King's residence has been formed and gravelled. Part of the side of Clotan Road has been trimmed up to prevent storm water from the road flowing into private properties. Broom has been grubbed on reserve occupied by Mr. Skiptond. Outlets of tunnels in Orlando Street have been cleaned out. The flood gate to the Victoria Lake has been opened. The original outlet to the Lake has been opened out and the water which formed the Lake has gone. I would suggest that a new outlet to the east end of the tunnel be made by inserting 24-in concrete pipes, this would make a permanent job at the outlet end. Estimated cost, £10. Water has been laid to Mrs. Evans' in Hamlet Street. Inspection of fire plugs has been put in hand but is not yet completed. I have prepared specifications for the supply of 200 cubic yards of boulders for Flint Road. Tenders will have to be called for at the next meeting.: [287, 697, 415, 876]
